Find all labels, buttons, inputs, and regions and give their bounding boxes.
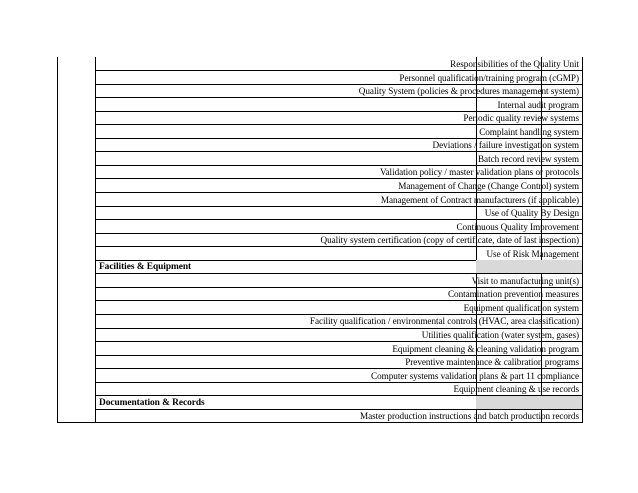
item-label: Continuous Quality Improvement bbox=[456, 221, 579, 232]
table-row bbox=[95, 193, 582, 207]
item-label: Management of Contract manufacturers (if applicable) bbox=[380, 194, 579, 205]
item-label: Equipment qualification system bbox=[463, 302, 579, 313]
section-shade-check bbox=[476, 260, 541, 274]
section-shade-notes bbox=[541, 260, 582, 274]
table-row bbox=[95, 98, 582, 112]
table-row bbox=[95, 382, 582, 396]
table-row bbox=[95, 301, 582, 315]
section-title: Facilities & Equipment bbox=[99, 262, 192, 273]
left-bottom-border bbox=[57, 422, 96, 423]
item-label: Equipment cleaning & use records bbox=[453, 384, 579, 395]
table-row bbox=[95, 152, 582, 166]
table-row bbox=[95, 355, 582, 369]
item-label: Computer systems validation plans & part 11 compliance bbox=[371, 370, 579, 381]
item-label: Quality system certification (copy of certificate, date of last inspection) bbox=[320, 235, 579, 246]
section-shade-check bbox=[476, 396, 541, 410]
left-outer-border bbox=[57, 57, 58, 423]
item-label: Contamination prevention measures bbox=[447, 289, 579, 300]
item-label: Complaint handling system bbox=[479, 126, 579, 137]
table-row bbox=[95, 409, 582, 423]
item-label: Periodic quality review systems bbox=[463, 113, 579, 124]
table-row bbox=[95, 84, 582, 98]
item-label: Internal audit program bbox=[497, 99, 579, 110]
table-row bbox=[95, 57, 582, 71]
section-title: Documentation & Records bbox=[99, 397, 205, 408]
item-label: Quality System (policies & procedures management system) bbox=[358, 86, 579, 97]
table-row bbox=[95, 138, 582, 152]
table-row bbox=[95, 206, 582, 220]
table-row bbox=[95, 328, 582, 342]
item-label: Deviations / failure investigation system bbox=[432, 140, 579, 151]
table-row bbox=[95, 287, 582, 301]
item-label: Responsibilities of the Quality Unit bbox=[450, 59, 579, 70]
table-row bbox=[95, 111, 582, 125]
item-label: Visit to manufacturing unit(s) bbox=[471, 275, 579, 286]
item-label: Validation policy / master validation plans or protocols bbox=[379, 167, 579, 178]
item-label: Use of Risk Management bbox=[486, 248, 579, 259]
item-label: Master production instructions and batch production records bbox=[359, 411, 579, 422]
table-row bbox=[95, 179, 582, 193]
section-header-row bbox=[95, 260, 582, 274]
item-label: Equipment cleaning & cleaning validation program bbox=[392, 343, 579, 354]
section-header-row bbox=[95, 396, 582, 410]
table-row bbox=[95, 125, 582, 139]
table-row bbox=[95, 314, 582, 328]
item-label: Facility qualification / environmental controls (HVAC, area classification) bbox=[309, 316, 579, 327]
table-row bbox=[95, 247, 582, 261]
item-label: Preventive maintenance & calibration programs bbox=[405, 357, 579, 368]
table-row bbox=[95, 220, 582, 234]
item-label: Personnel qualification/training program (cGMP) bbox=[399, 72, 579, 83]
table-row bbox=[95, 71, 582, 85]
row-divider bbox=[95, 422, 583, 423]
item-label: Utilities qualification (water system, gases) bbox=[421, 330, 579, 341]
item-label: Use of Quality By Design bbox=[484, 208, 579, 219]
item-label: Management of Change (Change Control) system bbox=[398, 180, 579, 191]
table-row bbox=[95, 342, 582, 356]
item-label: Batch record review system bbox=[477, 153, 579, 164]
table-row bbox=[95, 233, 582, 247]
table-row bbox=[95, 274, 582, 288]
table-row bbox=[95, 165, 582, 179]
section-shade-notes bbox=[541, 396, 582, 410]
table-row bbox=[95, 369, 582, 383]
